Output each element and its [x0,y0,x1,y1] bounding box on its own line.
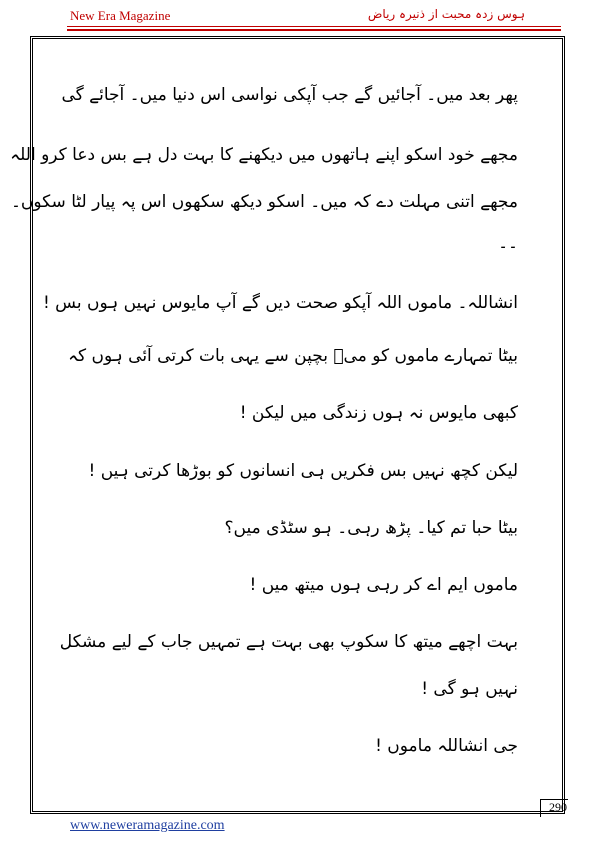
text-line-7: کبھی مایوس نہ ہوں زندگی میں لیکن ! [239,403,518,423]
text-line-3: مجھے اتنی مہلت دے کہ میں۔ اسکو دیکھ سکھوں اس پہ پیار لٹا سکوں۔ [10,192,518,212]
text-line-4: ۔۔ [498,233,518,253]
header-rule [67,26,561,27]
text-line-6: بیٹا تمہارے ماموں کو میؑ بچپن سے یہی بات کرتی آئی ہوں کہ [68,346,518,366]
text-line-5: انشاللہ۔ ماموں اللہ آپکو صحت دیں گے آپ مایوس نہیں ہوں بس ! [42,293,518,313]
footer-url-link[interactable]: www.neweramagazine.com [70,818,225,833]
magazine-name: New Era Magazine [70,8,171,23]
text-line-10: ماموں ایم اے کر رہی ہوں میتھ میں ! [249,575,518,595]
text-line-11: بہت اچھے میتھ کا سکوپ بھی بہت ہے تمہیں جاب کے لیے مشکل [59,632,518,652]
text-line-8: لیکن کچھ نہیں بس فکریں ہی انسانوں کو بوڑھا کرتی ہیں ! [88,461,518,481]
text-line-13: جی انشاللہ ماموں ! [375,736,518,756]
text-line-2: مجھے خود اسکو اپنے ہاتھوں میں دیکھنے کا بہت دل ہے بس دعا کرو اللہ [10,145,518,165]
text-line-9: بیٹا حبا تم کیا۔ پڑھ رہی۔ ہو سٹڈی میں؟ [224,518,518,538]
page-number: 290 [540,799,568,817]
story-title: ہوس زدہ محبت از ذنیرہ ریاض [367,7,525,21]
text-line-1: پھر بعد میں۔ آجائیں گے جب آپکی نواسی اس دنیا میں۔ آجائے گی [61,85,518,105]
header-rule-thick [67,29,561,31]
text-line-12: نہیں ہو گی ! [421,679,518,699]
